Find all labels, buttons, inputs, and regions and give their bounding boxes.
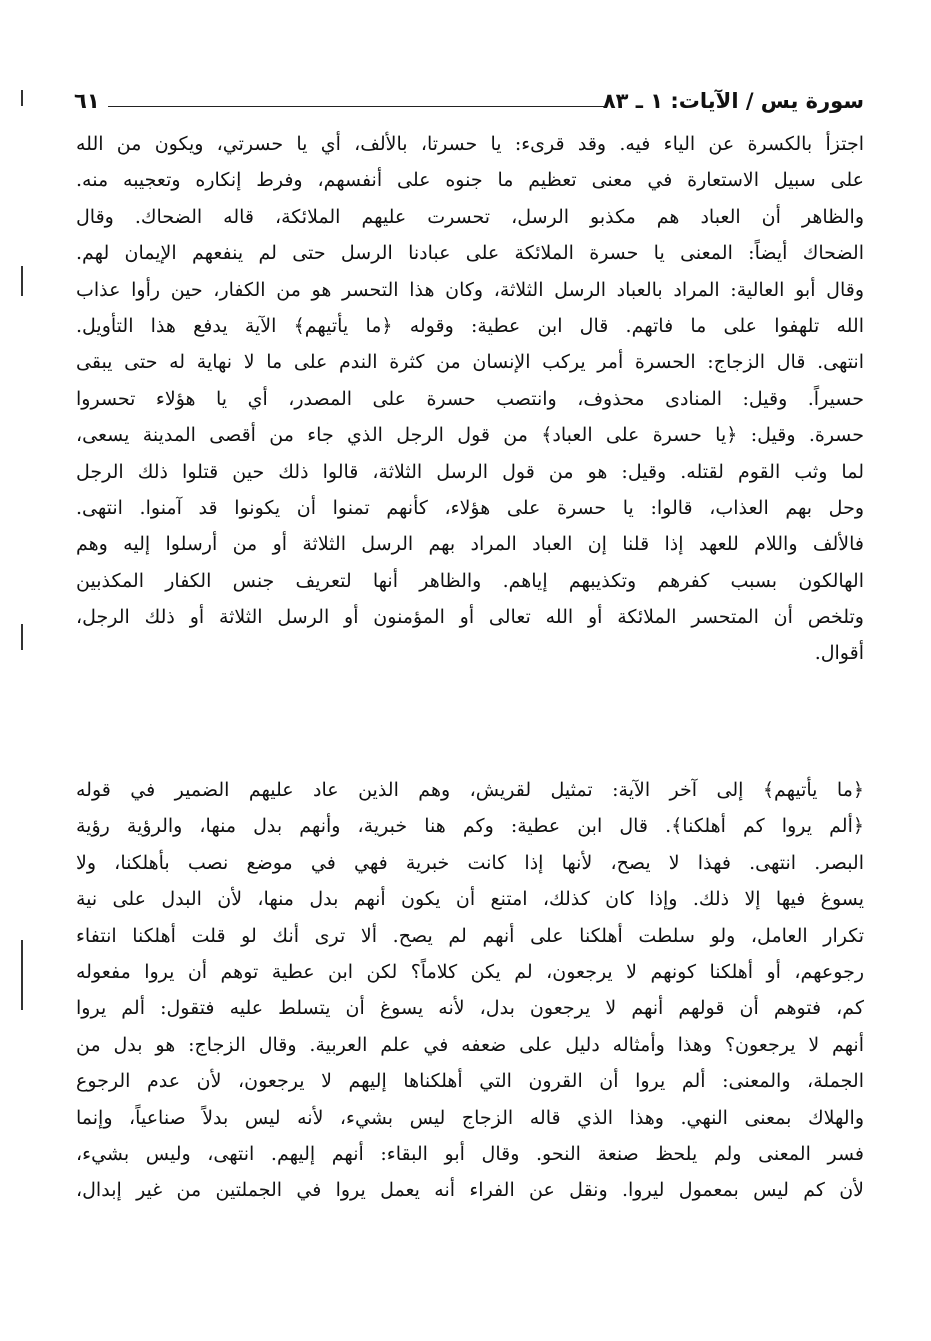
text-line: لما وثب القوم لقتله. وقيل: هو من قول الرسل الثلاثة، قالوا ذلك حين قتلوا ذلك الرجل [76,460,864,483]
text-line: الله تلهفوا على ما فاتهم. قال ابن عطية: وقوله ﴿ما يأتيهم﴾ الآية يدفع هذا التأويل. [76,314,864,337]
text-line: كم، فتوهم أن قولهم أنهم لا يرجعون بدل، لأنه يسوغ أن يتسلط عليه فتقول: ألم يروا [76,997,864,1020]
page-number: ٦١ [74,89,100,113]
text-line: يسوغ فيها إلا ذلك. وإذا كان كذلك، امتنع أن يكون أنهم بدل منها، لأن البدل على نية [76,888,864,911]
text-line: الضحاك أيضاً: المعنى يا حسرة الملائكة على عبادنا الرسل حتى لم ينفعهم الإيمان لهم. [76,242,864,265]
margin-mark [21,266,23,296]
margin-mark [21,940,23,1010]
margin-mark [21,624,23,650]
text-line: لأن كم ليس بمعمول ليروا. ونقل عن الفراء أنه يعمل يروا في الجملتين من غير إبدال، [76,1179,864,1202]
text-line: أنهم لا يرجعون؟ وهذا وأمثاله دليل على ضعفه في علم العربية. وقال الزجاج: هو بدل من [76,1033,864,1056]
text-line: وقال أبو العالية: المراد بالعباد الرسل الثلاثة، وكان هذا التحسر هو من الكفار، حين رأوا عذاب [76,278,864,301]
header-rule [108,106,606,107]
paragraph-2 [76,772,864,1209]
text-line: على سبيل الاستعارة في معنى تعظيم ما جنوه على أنفسهم، وفرط إنكاره وتعجيبه منه. [76,169,864,192]
text-line: انتهى. قال الزجاج: الحسرة أمر يركب الإنسان من كثرة الندم على ما لا نهاية له حتى يبقى [76,351,864,374]
text-line: حسرة. وقيل: ﴿يا حسرة على العباد﴾ من قول الرجل الذي جاء من أقصى المدينة يسعى، [76,424,864,447]
text-line: الهالكون بسبب كفرهم وتكذيبهم إياهم. والظاهر أنها لتعريف جنس الكفار المكذبين [76,569,864,592]
text-line: البصر. انتهى. فهذا لا يصح، لأنها إذا كانت خبرية فهي في موضع نصب بأهلكنا، ولا [76,851,864,874]
text-line: وحل بهم العذاب، قالوا: يا حسرة على هؤلاء، كأنهم تمنوا أن يكونوا قد آمنوا. انتهى. [76,496,864,519]
text-line: تكرار العامل، ولو سلطت أهلكنا على أنهم لم يصح. ألا ترى أنك لو قلت أهلكنا انتفاء [76,924,864,947]
text-line: فسر المعنى ولم يلحظ صنعة النحو. وقال أبو البقاء: أنهم إليهم. انتهى، وليس بشيء، [76,1142,864,1165]
text-line: رجوعهم، أو أهلكنا كونهم لا يرجعون، لم يكن كلاماً؟ لكن ابن عطية توهم أن يروا مفعوله [76,960,864,983]
margin-mark [21,90,23,106]
text-line: والظاهر أن العباد هم مكذبو الرسل، تحسرت عليهم الملائكة، قاله الضحاك. وقال [76,205,864,228]
text-line: فالألف واللام للعهد إذا قلنا إن العباد المراد بهم الرسل الثلاثة أو من أرسلوا إليه وهم [76,533,864,556]
text-line: اجتزأ بالكسرة عن الياء فيه. وقد قرىء: يا حسرتا، بالألف، أي يا حسرتي، ويكون من الله [76,133,864,155]
text-line: حسيراً. وقيل: المنادى محذوف، وانتصب حسرة على المصدر، أي يا هؤلاء تحسروا [76,387,864,410]
paragraph-1 [76,126,864,672]
header-title: سورة يس / الآيات: ١ ـ ٨٣ [602,89,864,113]
text-line: ﴿ألم يروا كم أهلكنا﴾. قال ابن عطية: وكم هنا خبرية، وأنهم بدل منها، والرؤية رؤية [76,815,864,838]
text-line: والهلاك بمعنى النهي. وهذا الذي قاله الزجاج ليس بشيء، لأنه ليس بدلاً صناعياً، وإنما [76,1106,864,1129]
text-line: أقوال. [814,642,864,665]
text-line: الجملة، والمعنى: ألم يروا أن القرون التي أهلكناها إليهم لا يرجعون، لأن عدم الرجوع [76,1070,864,1093]
running-header [74,84,864,118]
text-line: وتلخص أن المتحسر الملائكة أو الله تعالى أو المؤمنون أو الرسل الثلاثة أو ذلك الرجل، [76,606,864,629]
text-line: ﴿ما يأتيهم﴾ إلى آخر الآية: تمثيل لقريش، وهم الذين عاد عليهم الضمير في قوله [76,779,864,801]
